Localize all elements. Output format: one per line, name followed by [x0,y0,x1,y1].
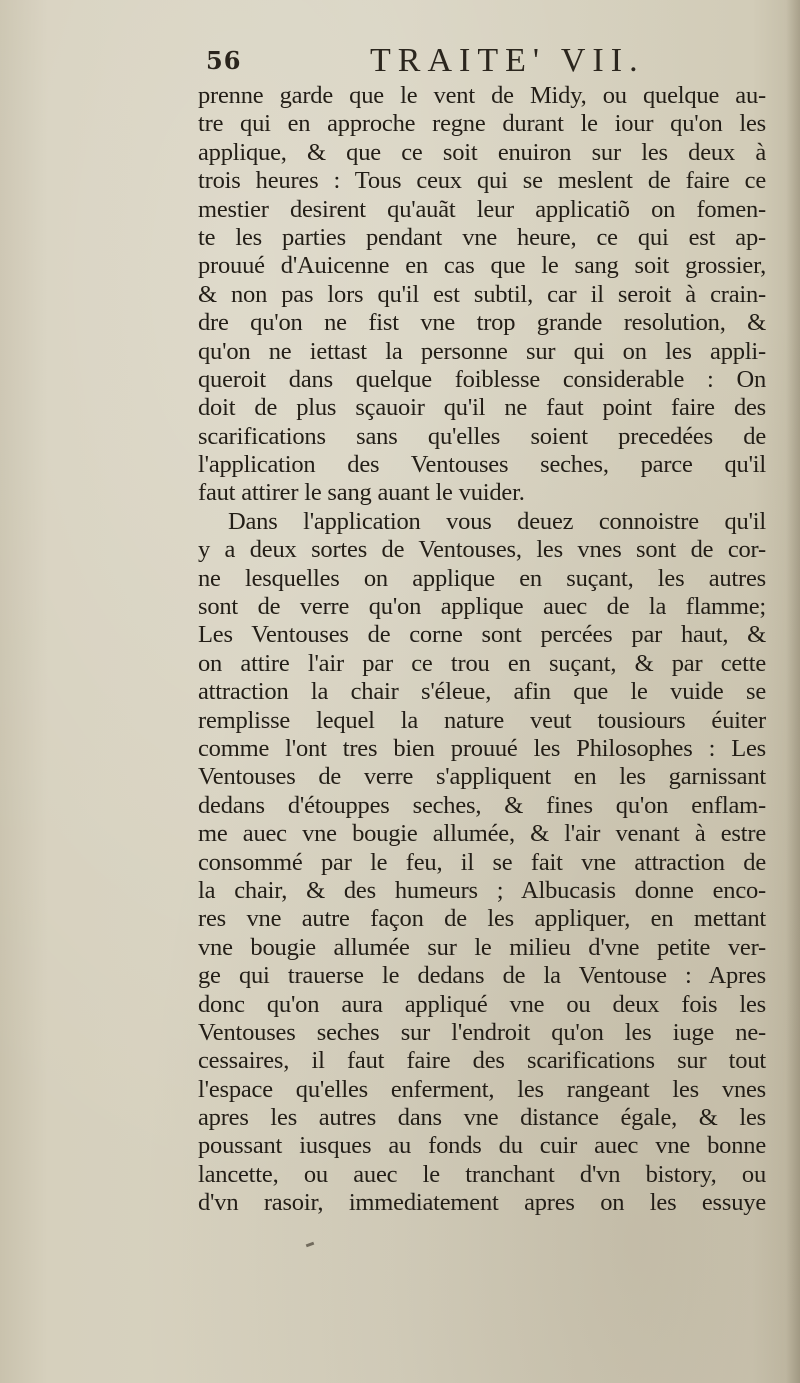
text-line: on attire l'air par ce trou en suçant, & par cette [198,649,766,677]
text-line: doit de plus sçauoir qu'il ne faut point faire des [198,394,766,422]
text-line: d'vn rasoir, immediatement apres on les essuye [198,1189,766,1217]
text-line: res vne autre façon de les appliquer, en mettant [198,905,766,933]
text-line: queroit dans quelque foiblesse considerable : On [198,365,766,393]
text-line: y a deux sortes de Ventouses, les vnes sont de cor- [198,536,766,564]
ink-mark [306,1242,315,1248]
paragraph-start-line: Dans l'application vous deuez connoistre qu'il [228,507,766,535]
text-line: la chair, & des humeurs ; Albucasis donne enco- [198,876,766,904]
text-line: lancette, ou auec le tranchant d'vn bistory, ou [198,1160,766,1188]
text-line: trois heures : Tous ceux qui se meslent de faire ce [198,167,766,195]
text-line: cessaires, il faut faire des scarifications sur tout [198,1047,766,1075]
text-line: Ventouses de verre s'appliquent en les garnissant [198,763,766,791]
text-line: comme l'ont tres bien prouué les Philosophes : Les [198,734,766,762]
text-line: remplisse lequel la nature veut tousiours éuiter [198,706,766,734]
text-line: applique, & que ce soit enuiron sur les deux à [198,138,766,166]
paragraph-end-line: faut attirer le sang auant le vuider. [198,479,525,507]
text-line: sont de verre qu'on applique auec de la flamme; [198,593,766,621]
page-header [206,42,746,82]
text-line: ne lesquelles on applique en suçant, les autres [198,564,766,592]
text-line: te les parties pendant vne heure, ce qui est ap- [198,223,766,251]
text-line: dre qu'on ne fist vne trop grande resolution, & [198,309,766,337]
text-line: consommé par le feu, il se fait vne attraction de [198,848,766,876]
text-line: ge qui trauerse le dedans de la Ventouse : Apres [198,962,766,990]
text-line: prenne garde que le vent de Midy, ou quelque au- [198,82,766,109]
text-line: scarifications sans qu'elles soient precedées de [198,422,766,450]
text-line: & non pas lors qu'il est subtil, car il seroit à crain- [198,280,766,308]
page-edge-shadow [786,0,800,1383]
text-line: Ventouses seches sur l'endroit qu'on les iuge ne- [198,1018,766,1046]
text-line: attraction la chair s'éleue, afin que le vuide se [198,678,766,706]
text-line: dedans d'étouppes seches, & fines qu'on enflam- [198,791,766,819]
running-title: TRAITE' VII. [370,42,645,79]
text-line: me auec vne bougie allumée, & l'air venant à estre [198,820,766,848]
text-line: donc qu'on aura appliqué vne ou deux fois les [198,990,766,1018]
text-line: prouué d'Auicenne en cas que le sang soit grossier, [198,252,766,280]
text-line: l'espace qu'elles enferment, les rangeant les vnes [198,1075,766,1103]
text-line: poussant iusques au fonds du cuir auec vne bonne [198,1132,766,1160]
text-line: qu'on ne iettast la personne sur qui on les appli- [198,337,766,365]
body-text [198,82,766,1218]
text-line: vne bougie allumée sur le milieu d'vne petite ver- [198,933,766,961]
text-line: mestier desirent qu'auãt leur applicatiõ on fomen- [198,195,766,223]
text-line: l'application des Ventouses seches, parce qu'il [198,451,766,479]
text-line: apres les autres dans vne distance égale, & les [198,1104,766,1132]
text-line: tre qui en approche regne durant le iour qu'on les [198,110,766,138]
text-line: Les Ventouses de corne sont percées par haut, & [198,621,766,649]
page-number: 56 [206,46,242,75]
